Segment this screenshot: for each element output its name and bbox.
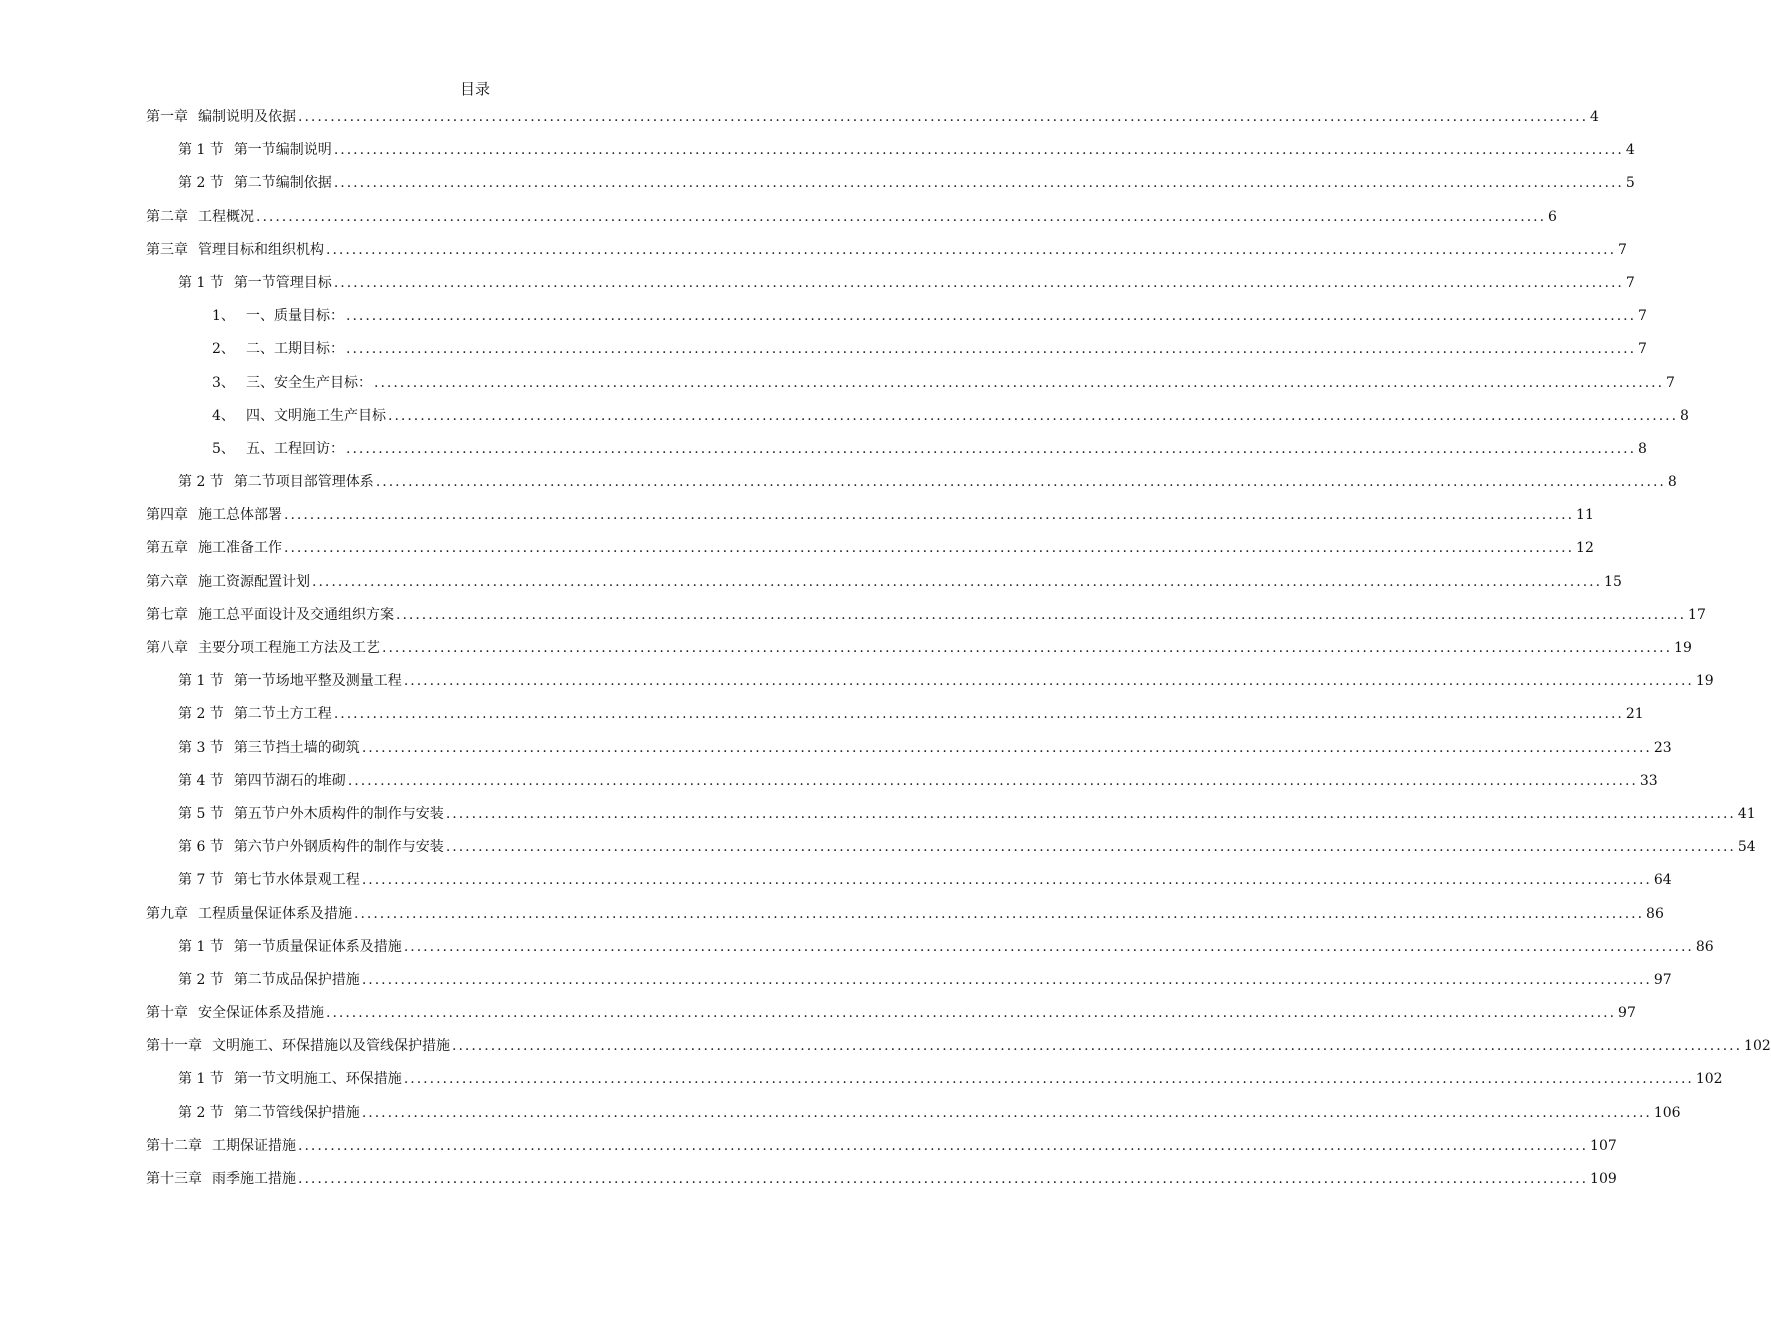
toc-entry[interactable]: [146, 436, 1647, 469]
toc-entry-page-number: 33: [1639, 772, 1658, 789]
toc-entry[interactable]: [146, 635, 1692, 668]
toc-entry-page-number: 8: [1667, 474, 1677, 491]
toc-title: 目录: [459, 80, 490, 98]
toc-entry-number: 第 2 节: [178, 175, 224, 192]
toc-entry-page-number: 7: [1638, 308, 1647, 325]
toc-entry-number: 第 7 节: [178, 872, 224, 889]
toc-entry-label: 第五节户外木质构件的制作与安装: [233, 805, 444, 822]
toc-entry-number: 第十三章: [146, 1171, 202, 1187]
toc-entry[interactable]: [146, 535, 1594, 568]
toc-entry-label: 一、质量目标：: [246, 308, 344, 325]
toc-leader-dots: ........................................................................................................................................................................................................: [445, 805, 1736, 822]
toc-entry-label: 二、工期目标：: [246, 341, 344, 358]
toc-entry[interactable]: [146, 867, 1672, 900]
toc-entry-number: 第 1 节: [178, 274, 224, 291]
toc-entry-number: 第二章: [146, 208, 188, 225]
toc-entry-label: 第二节管线保护措施: [233, 1104, 360, 1121]
toc-leader-dots: ........................................................................................................................................................................................................: [346, 308, 1637, 325]
toc-entry-page-number: 97: [1618, 1005, 1636, 1022]
toc-leader-dots: ........................................................................................................................................................................................................: [333, 142, 1624, 159]
toc-entry-page-number: 17: [1688, 606, 1706, 623]
toc-entry-page-number: 86: [1646, 905, 1664, 922]
toc-entry[interactable]: [146, 668, 1714, 701]
toc-leader-dots: ........................................................................................................................................................................................................: [354, 905, 1645, 922]
toc-leader-dots: ........................................................................................................................................................................................................: [374, 374, 1665, 391]
toc-entry-label: 编制说明及依据: [198, 109, 296, 125]
toc-entry-page-number: 109: [1590, 1171, 1617, 1187]
toc-entry-number: 第 4 节: [178, 772, 224, 789]
toc-entry[interactable]: [146, 1000, 1636, 1033]
toc-leader-dots: ........................................................................................................................................................................................................: [284, 507, 1575, 524]
toc-entry-number: 4、: [212, 407, 235, 424]
toc-entry-page-number: 19: [1695, 673, 1714, 690]
toc-entry-number: 第七章: [146, 606, 188, 623]
toc-entry[interactable]: [146, 336, 1647, 369]
toc-entry-label: 安全保证体系及措施: [198, 1005, 324, 1022]
toc-entry[interactable]: [146, 237, 1627, 270]
toc-entry-label: 工程概况: [198, 208, 254, 225]
toc-entry[interactable]: [146, 569, 1622, 602]
toc-entry[interactable]: [146, 1100, 1681, 1133]
toc-entry[interactable]: [146, 834, 1756, 867]
toc-entry-page-number: 102: [1695, 1071, 1723, 1088]
toc-leader-dots: ........................................................................................................................................................................................................: [333, 706, 1624, 723]
toc-entry-number: 第 1 节: [178, 142, 224, 159]
toc-entry-page-number: 15: [1604, 573, 1622, 590]
toc-entry-label: 第一节管理目标: [233, 274, 332, 291]
toc-entry-number: 1、: [212, 308, 235, 325]
toc-leader-dots: ........................................................................................................................................................................................................: [361, 1104, 1652, 1121]
toc-entry-label: 管理目标和组织机构: [198, 241, 324, 258]
toc-entry[interactable]: [146, 469, 1677, 502]
toc-entry[interactable]: [146, 934, 1714, 967]
toc-leader-dots: ........................................................................................................................................................................................................: [347, 772, 1638, 789]
toc-entry-page-number: 7: [1625, 274, 1635, 291]
toc-leader-dots: ........................................................................................................................................................................................................: [375, 474, 1666, 491]
toc-entry-page-number: 107: [1590, 1137, 1617, 1154]
toc-entry-label: 第二节成品保护措施: [233, 971, 360, 988]
toc-leader-dots: ........................................................................................................................................................................................................: [298, 1137, 1589, 1154]
toc-leader-dots: ........................................................................................................................................................................................................: [256, 208, 1547, 225]
toc-entry-label: 工程质量保证体系及措施: [198, 905, 352, 922]
toc-entry-number: 第 2 节: [178, 1104, 224, 1121]
toc-entry-page-number: 54: [1737, 839, 1756, 856]
toc-entry-number: 第三章: [146, 241, 188, 258]
toc-entry-number: 第 1 节: [178, 673, 224, 690]
toc-entry-number: 第四章: [146, 507, 188, 524]
toc-leader-dots: ........................................................................................................................................................................................................: [326, 241, 1617, 258]
toc-entry[interactable]: [146, 1166, 1617, 1199]
toc-entry-number: 第十一章: [146, 1038, 202, 1055]
toc-entry-page-number: 4: [1625, 142, 1635, 159]
toc-entry-label: 施工总体部署: [198, 507, 282, 524]
toc-entry-page-number: 7: [1618, 241, 1627, 258]
toc-leader-dots: ........................................................................................................................................................................................................: [312, 573, 1603, 590]
toc-entry-page-number: 64: [1653, 872, 1672, 889]
toc-entry-label: 雨季施工措施: [212, 1171, 296, 1187]
toc-leader-dots: ........................................................................................................................................................................................................: [361, 872, 1652, 889]
toc-entry-page-number: 106: [1653, 1104, 1681, 1121]
toc-entry[interactable]: [146, 137, 1635, 170]
toc-entry[interactable]: [146, 204, 1557, 237]
toc-entry-page-number: 6: [1548, 208, 1557, 225]
toc-entry-page-number: 41: [1737, 805, 1756, 822]
toc-entry-page-number: 21: [1625, 706, 1644, 723]
toc-entry-page-number: 19: [1674, 640, 1692, 656]
toc-leader-dots: ........................................................................................................................................................................................................: [333, 274, 1624, 291]
toc-leader-dots: ........................................................................................................................................................................................................: [445, 839, 1736, 856]
toc-leader-dots: ........................................................................................................................................................................................................: [326, 1005, 1617, 1022]
toc-entry-label: 五、工程回访：: [246, 440, 344, 457]
toc-leader-dots: ........................................................................................................................................................................................................: [403, 1071, 1694, 1088]
toc-entry[interactable]: [146, 403, 1689, 436]
toc-entry-page-number: 86: [1695, 938, 1714, 955]
toc-entry-label: 主要分项工程施工方法及工艺: [198, 640, 380, 656]
toc-entry-page-number: 8: [1680, 407, 1689, 424]
toc-entry-label: 四、文明施工生产目标: [246, 407, 386, 424]
toc-entry-page-number: 97: [1653, 971, 1672, 988]
toc-entry-label: 施工总平面设计及交通组织方案: [198, 606, 394, 623]
toc-entry-label: 第三节挡土墙的砌筑: [233, 739, 360, 756]
table-of-contents: [146, 104, 1771, 1199]
toc-entry-label: 第七节水体景观工程: [233, 872, 360, 889]
toc-entry-number: 第五章: [146, 540, 188, 557]
toc-entry-number: 第一章: [146, 109, 188, 125]
toc-entry-label: 施工准备工作: [198, 540, 282, 557]
toc-entry-number: 第 1 节: [178, 938, 224, 955]
toc-entry[interactable]: [146, 1066, 1723, 1099]
toc-entry-page-number: 102: [1744, 1038, 1771, 1055]
toc-entry-label: 第一节文明施工、环保措施: [233, 1071, 402, 1088]
toc-leader-dots: ........................................................................................................................................................................................................: [298, 109, 1589, 125]
toc-entry-page-number: 5: [1625, 175, 1635, 192]
toc-entry-number: 第 2 节: [178, 474, 224, 491]
toc-entry-label: 第一节质量保证体系及措施: [233, 938, 402, 955]
toc-entry-number: 3、: [212, 374, 235, 391]
toc-entry[interactable]: [146, 901, 1664, 934]
toc-entry-page-number: 7: [1666, 374, 1675, 391]
toc-entry[interactable]: [146, 502, 1594, 535]
toc-entry-page-number: 7: [1638, 341, 1647, 358]
toc-entry[interactable]: [146, 1133, 1617, 1166]
toc-entry-number: 第八章: [146, 640, 188, 656]
toc-leader-dots: ........................................................................................................................................................................................................: [382, 640, 1673, 656]
toc-leader-dots: ........................................................................................................................................................................................................: [284, 540, 1575, 557]
toc-entry-page-number: 11: [1576, 507, 1594, 524]
toc-entry-label: 第二节编制依据: [233, 175, 332, 192]
toc-leader-dots: ........................................................................................................................................................................................................: [403, 673, 1694, 690]
toc-entry-page-number: 23: [1653, 739, 1672, 756]
toc-entry-page-number: 4: [1590, 109, 1599, 125]
toc-entry[interactable]: [146, 602, 1706, 635]
toc-entry-label: 施工资源配置计划: [198, 573, 310, 590]
toc-leader-dots: ........................................................................................................................................................................................................: [346, 341, 1637, 358]
toc-entry-number: 第六章: [146, 573, 188, 590]
toc-entry-number: 第 1 节: [178, 1071, 224, 1088]
toc-leader-dots: ........................................................................................................................................................................................................: [333, 175, 1624, 192]
toc-entry-number: 5、: [212, 440, 235, 457]
toc-leader-dots: ........................................................................................................................................................................................................: [388, 407, 1679, 424]
toc-leader-dots: ........................................................................................................................................................................................................: [298, 1171, 1589, 1187]
toc-entry-label: 三、安全生产目标：: [246, 374, 372, 391]
toc-entry-label: 第四节湖石的堆砌: [233, 772, 346, 789]
toc-entry-number: 第 3 节: [178, 739, 224, 756]
toc-entry[interactable]: [146, 768, 1658, 801]
toc-entry-label: 第六节户外钢质构件的制作与安装: [233, 839, 444, 856]
toc-entry[interactable]: [146, 303, 1647, 336]
toc-leader-dots: ........................................................................................................................................................................................................: [403, 938, 1694, 955]
toc-entry-page-number: 12: [1576, 540, 1594, 557]
toc-entry[interactable]: [146, 170, 1635, 203]
toc-entry-label: 第一节场地平整及测量工程: [233, 673, 402, 690]
toc-leader-dots: ........................................................................................................................................................................................................: [452, 1038, 1743, 1055]
toc-entry-number: 第十章: [146, 1005, 188, 1022]
toc-leader-dots: ........................................................................................................................................................................................................: [396, 606, 1687, 623]
toc-leader-dots: ........................................................................................................................................................................................................: [361, 739, 1652, 756]
toc-entry-label: 第一节编制说明: [233, 142, 332, 159]
toc-entry-page-number: 8: [1638, 440, 1647, 457]
toc-entry-label: 工期保证措施: [212, 1137, 296, 1154]
toc-entry-label: 第二节土方工程: [233, 706, 332, 723]
toc-leader-dots: ........................................................................................................................................................................................................: [346, 440, 1637, 457]
toc-entry-number: 第 2 节: [178, 706, 224, 723]
toc-entry[interactable]: [146, 104, 1599, 137]
toc-entry-number: 第 2 节: [178, 971, 224, 988]
toc-entry-number: 2、: [212, 341, 235, 358]
toc-entry[interactable]: [146, 701, 1644, 734]
toc-entry[interactable]: [146, 801, 1756, 834]
toc-entry[interactable]: [146, 270, 1635, 303]
toc-entry-label: 第二节项目部管理体系: [233, 474, 374, 491]
toc-entry[interactable]: [146, 1033, 1771, 1066]
toc-entry-label: 文明施工、环保措施以及管线保护措施: [212, 1038, 450, 1055]
toc-entry[interactable]: [146, 370, 1675, 403]
toc-entry[interactable]: [146, 967, 1672, 1000]
toc-entry-number: 第九章: [146, 905, 188, 922]
toc-entry[interactable]: [146, 735, 1672, 768]
toc-entry-number: 第 6 节: [178, 839, 224, 856]
toc-entry-number: 第 5 节: [178, 805, 224, 822]
toc-leader-dots: ........................................................................................................................................................................................................: [361, 971, 1652, 988]
toc-entry-number: 第十二章: [146, 1137, 202, 1154]
